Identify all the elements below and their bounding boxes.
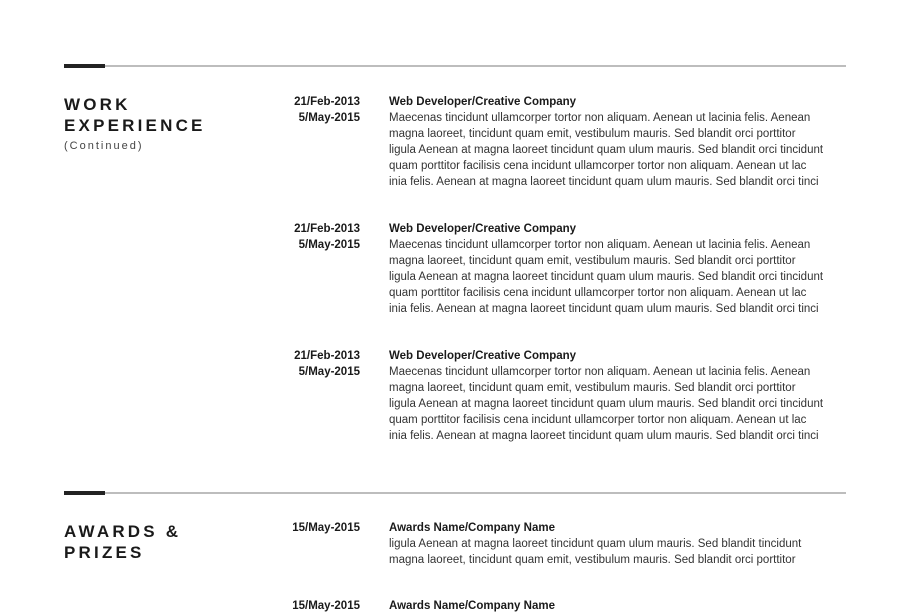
- date-start: 21/Feb-2013: [294, 96, 360, 108]
- award-title: Awards Name/Company Name: [389, 600, 555, 612]
- date-start: 21/Feb-2013: [294, 223, 360, 235]
- section-divider: [64, 491, 846, 495]
- description-line: magna laoreet, tincidunt quam emit, vestibulum mauris. Sed blandit orci porttitor: [389, 554, 796, 566]
- job-description: [389, 237, 849, 317]
- divider-line: [64, 492, 846, 494]
- entry-content: [389, 520, 849, 568]
- divider-accent: [64, 64, 105, 68]
- award-description: [389, 536, 849, 568]
- heading-line: EXPERIENCE: [64, 116, 206, 135]
- description-line: ligula Aenean at magna laoreet tincidunt quam ulum mauris. Sed blandit orci tincidunt: [389, 271, 824, 283]
- description-line: inia felis. Aenean at magna laoreet tincidunt quam ulum mauris. Sed blandit orci tinci: [389, 176, 819, 188]
- date-end: 5/May-2015: [298, 366, 360, 378]
- heading-line: PRIZES: [64, 543, 145, 562]
- job-title: Web Developer/Creative Company: [389, 223, 577, 235]
- job-title: Web Developer/Creative Company: [389, 350, 577, 362]
- section-divider: [64, 64, 846, 68]
- entry-content: [389, 348, 849, 444]
- job-title: Web Developer/Creative Company: [389, 96, 577, 108]
- awards-heading: [64, 521, 181, 563]
- entry-dates: [294, 348, 360, 380]
- entry-dates: [292, 520, 360, 536]
- work-experience-heading: [64, 94, 206, 136]
- award-date: 15/May-2015: [292, 600, 360, 612]
- divider-accent: [64, 491, 105, 495]
- date-end: 5/May-2015: [298, 112, 360, 124]
- divider-line: [64, 65, 846, 67]
- description-line: magna laoreet, tincidunt quam emit, vestibulum mauris. Sed blandit orci porttitor: [389, 382, 796, 394]
- description-line: ligula Aenean at magna laoreet tincidunt quam ulum mauris. Sed blandit orci tincidunt: [389, 144, 824, 156]
- job-description: [389, 110, 849, 190]
- entry-content: [389, 598, 849, 614]
- entry-content: [389, 221, 849, 317]
- description-line: ligula Aenean at magna laoreet tincidunt quam ulum mauris. Sed blandit orci tincidunt: [389, 398, 824, 410]
- date-start: 21/Feb-2013: [294, 350, 360, 362]
- description-line: magna laoreet, tincidunt quam emit, vestibulum mauris. Sed blandit orci porttitor: [389, 128, 796, 140]
- description-line: inia felis. Aenean at magna laoreet tincidunt quam ulum mauris. Sed blandit orci tinci: [389, 303, 819, 315]
- description-line: quam porttitor facilisis cena incidunt ullamcorper tortor non aliquam. Aenean ut lac: [389, 287, 807, 299]
- award-date: 15/May-2015: [292, 522, 360, 534]
- description-line: quam porttitor facilisis cena incidunt ullamcorper tortor non aliquam. Aenean ut lac: [389, 160, 807, 172]
- entry-content: [389, 94, 849, 190]
- date-end: 5/May-2015: [298, 239, 360, 251]
- description-line: quam porttitor facilisis cena incidunt ullamcorper tortor non aliquam. Aenean ut lac: [389, 414, 807, 426]
- description-line: Maecenas tincidunt ullamcorper tortor non aliquam. Aenean ut lacinia felis. Aenean: [389, 366, 811, 378]
- award-title: Awards Name/Company Name: [389, 522, 555, 534]
- entry-dates: [292, 598, 360, 614]
- work-experience-subtitle: (Continued): [64, 140, 144, 152]
- entry-dates: [294, 221, 360, 253]
- description-line: Maecenas tincidunt ullamcorper tortor non aliquam. Aenean ut lacinia felis. Aenean: [389, 112, 811, 124]
- description-line: inia felis. Aenean at magna laoreet tincidunt quam ulum mauris. Sed blandit orci tinci: [389, 430, 819, 442]
- heading-line: AWARDS &: [64, 522, 182, 541]
- description-line: magna laoreet, tincidunt quam emit, vestibulum mauris. Sed blandit orci porttitor: [389, 255, 796, 267]
- heading-line: WORK: [64, 95, 131, 114]
- entry-dates: [294, 94, 360, 126]
- job-description: [389, 364, 849, 444]
- description-line: Maecenas tincidunt ullamcorper tortor non aliquam. Aenean ut lacinia felis. Aenean: [389, 239, 811, 251]
- description-line: ligula Aenean at magna laoreet tincidunt quam ulum mauris. Sed blandit tincidunt: [389, 538, 802, 550]
